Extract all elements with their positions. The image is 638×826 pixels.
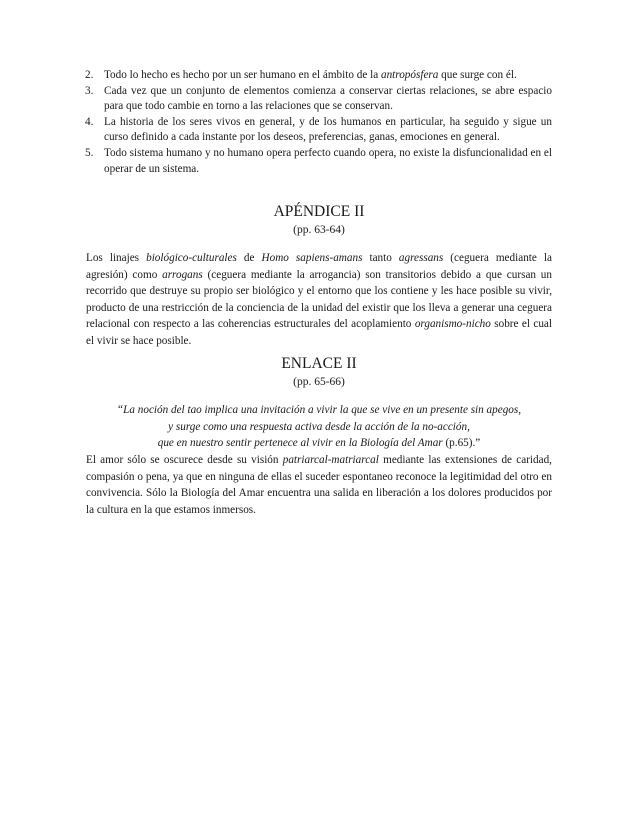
appendix-paragraph: Los linajes biológico-culturales de Homo sapiens-amans tanto agressans (ceguera mediante la agresión) como arrogans (ceguera mediante la arrogancia) son transitorios debido a que cursan un recorrido que destruye su propio ser biológico y el entorno que los contiene y les hace posible su vivir, producto de una restricción de la conciencia de la unidad del existir que los lleva a generar una ceguera relacional con respecto a las coherencias estructurales del acoplamiento organismo-nicho sobre el cual el vivir se hace posible. xyxy=(86,252,552,347)
quote-line: que en nuestro sentir pertenece al vivir en la Biología del Amar (p.65).” xyxy=(157,437,481,449)
list-emphasis: antropósfera xyxy=(380,69,439,81)
appendix-pages: (pp. 63-64) xyxy=(293,224,345,236)
list-item xyxy=(85,68,552,84)
list-number: 2. xyxy=(85,69,94,81)
appendix-heading: APÉNDICE II xyxy=(273,203,365,220)
quote-block xyxy=(86,402,552,452)
list-text: que surge con él. xyxy=(438,69,517,81)
list-number: 3. xyxy=(85,84,94,97)
quote-line: y surge como una respuesta activa desde la acción de la no-acción, xyxy=(168,420,470,433)
list-text: Cada vez que un conjunto de elementos comienza a conservar ciertas relaciones, se abre espacio para que todo cambie en torno a las relaciones que se conservan. xyxy=(104,84,552,113)
numbered-list xyxy=(85,68,552,177)
list-item xyxy=(85,84,552,115)
list-number: 5. xyxy=(85,146,94,159)
list-item xyxy=(85,146,552,177)
link-pages: (pp. 65-66) xyxy=(293,376,345,388)
link-heading: ENLACE II xyxy=(281,355,357,372)
list-text: Todo lo hecho es hecho por un ser humano en el ámbito de la xyxy=(104,69,381,81)
link-paragraph: El amor sólo se oscurece desde su visión patriarcal-matriarcal mediante las extensiones de caridad, compasión o pena, ya que en ninguna de ellas el suceder espontaneo reconoce la legitimidad del otro en convivencia. Sólo la Biología del Amar encuentra una salida en liberación a los dolores producidos por la cultura en la que estamos inmersos. xyxy=(86,454,552,516)
quote-line: “La noción del tao implica una invitación a vivir la que se vive en un presente sin apegos, xyxy=(116,404,522,416)
list-item xyxy=(85,115,552,146)
list-text: La historia de los seres vivos en general, y de los humanos en particular, ha seguido y sigue un curso definido a cada instante por los deseos, preferencias, ganas, emociones en general. xyxy=(104,115,552,144)
list-text: Todo sistema humano y no humano opera perfecto cuando opera, no existe la disfuncionalidad en el operar de un sistema. xyxy=(104,146,552,175)
list-number: 4. xyxy=(85,115,94,128)
